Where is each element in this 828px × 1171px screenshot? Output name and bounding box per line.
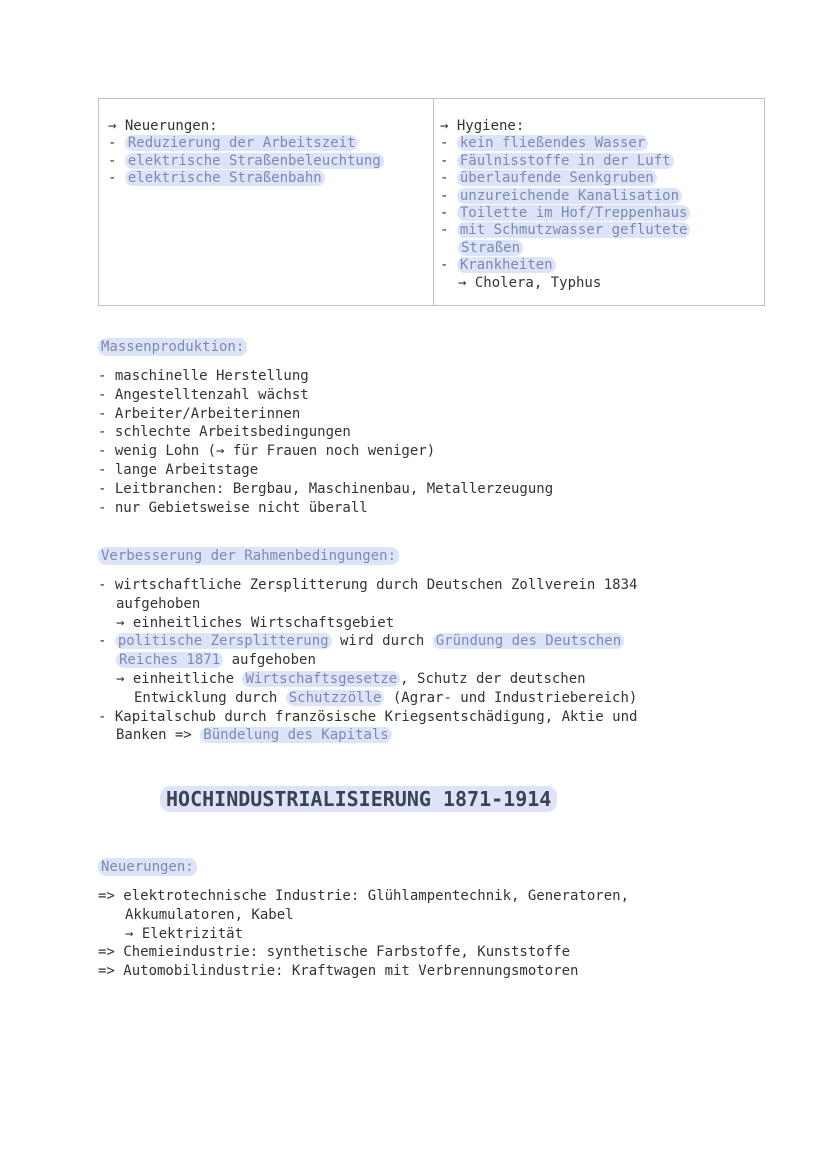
list-item: - Arbeiter/Arbeiterinnen bbox=[98, 405, 301, 422]
list-item: Straßen bbox=[440, 240, 690, 257]
table-right-column bbox=[440, 118, 690, 292]
list-item: Reiches 1871 aufgehoben bbox=[98, 651, 637, 670]
list-item: - überlaufende Senkgruben bbox=[440, 170, 690, 187]
list-item: => Chemieindustrie: synthetische Farbstoffe, Kunststoffe bbox=[98, 944, 571, 961]
list-item: - lange Arbeitstage bbox=[98, 461, 259, 478]
table-left-column bbox=[108, 118, 384, 188]
list-item: - maschinelle Herstellung bbox=[98, 368, 309, 384]
sub-item: → Elektrizität bbox=[125, 925, 244, 942]
verbesserung-list bbox=[98, 576, 637, 745]
list-item: - nur Gebietsweise nicht überall bbox=[98, 499, 368, 516]
list-item: - elektrische Straßenbahn bbox=[108, 170, 384, 187]
list-item: - Fäulnisstoffe in der Luft bbox=[440, 153, 690, 170]
list-item: aufgehoben bbox=[116, 595, 201, 612]
sub-item: → Cholera, Typhus bbox=[458, 274, 602, 291]
section-heading: Verbesserung der Rahmenbedingungen: bbox=[98, 547, 399, 565]
list-item: Banken => Bündelung des Kapitals bbox=[98, 726, 637, 745]
list-item: => Automobilindustrie: Kraftwagen mit Verbrennungsmotoren bbox=[98, 963, 579, 980]
section-verbesserung bbox=[98, 547, 399, 565]
neuerungen-list bbox=[98, 887, 629, 981]
list-item: - Toilette im Hof/Treppenhaus bbox=[440, 205, 690, 222]
page-title: HOCHINDUSTRIALISIERUNG 1871-1914 bbox=[160, 787, 557, 811]
list-item: - Angestelltenzahl wächst bbox=[98, 386, 309, 403]
massenproduktion-list bbox=[98, 367, 553, 517]
list-item: - politische Zersplitterung wird durch Gründung des Deutschen bbox=[98, 632, 637, 651]
section-heading: Massenproduktion: bbox=[98, 338, 247, 356]
table-divider bbox=[433, 99, 434, 305]
left-header: → Neuerungen: bbox=[108, 118, 218, 134]
section-massenproduktion bbox=[98, 338, 247, 356]
section-heading: Neuerungen: bbox=[98, 858, 197, 876]
sub-item: → einheitliches Wirtschaftsgebiet bbox=[116, 614, 395, 631]
notes-table bbox=[98, 98, 765, 306]
list-item: - wirtschaftliche Zersplitterung durch Deutschen Zollverein 1834 bbox=[98, 577, 638, 593]
list-item: - Krankheiten bbox=[440, 257, 690, 274]
list-item: - elektrische Straßenbeleuchtung bbox=[108, 153, 384, 170]
list-item: - schlechte Arbeitsbedingungen bbox=[98, 424, 351, 441]
sub-item: → einheitliche Wirtschaftsgesetze , Schutz der deutschen bbox=[116, 670, 586, 687]
sub-item: Entwicklung durch Schutzzölle (Agrar- und Industriebereich) bbox=[134, 689, 638, 706]
right-header: → Hygiene: bbox=[440, 118, 525, 134]
list-item: Akkumulatoren, Kabel bbox=[125, 906, 294, 923]
list-item: - Reduzierung der Arbeitszeit bbox=[108, 135, 384, 152]
list-item: - Kapitalschub durch französische Kriegsentschädigung, Aktie und bbox=[98, 708, 638, 725]
section-neuerungen bbox=[98, 858, 197, 876]
list-item: - wenig Lohn (→ für Frauen noch weniger) bbox=[98, 443, 436, 460]
list-item: - Leitbranchen: Bergbau, Maschinenbau, Metallerzeugung bbox=[98, 480, 554, 497]
list-item: => elektrotechnische Industrie: Glühlampentechnik, Generatoren, bbox=[98, 888, 630, 904]
list-item: - mit Schmutzwasser geflutete bbox=[440, 222, 690, 239]
list-item: - kein fließendes Wasser bbox=[440, 135, 690, 152]
list-item: - unzureichende Kanalisation bbox=[440, 188, 690, 205]
